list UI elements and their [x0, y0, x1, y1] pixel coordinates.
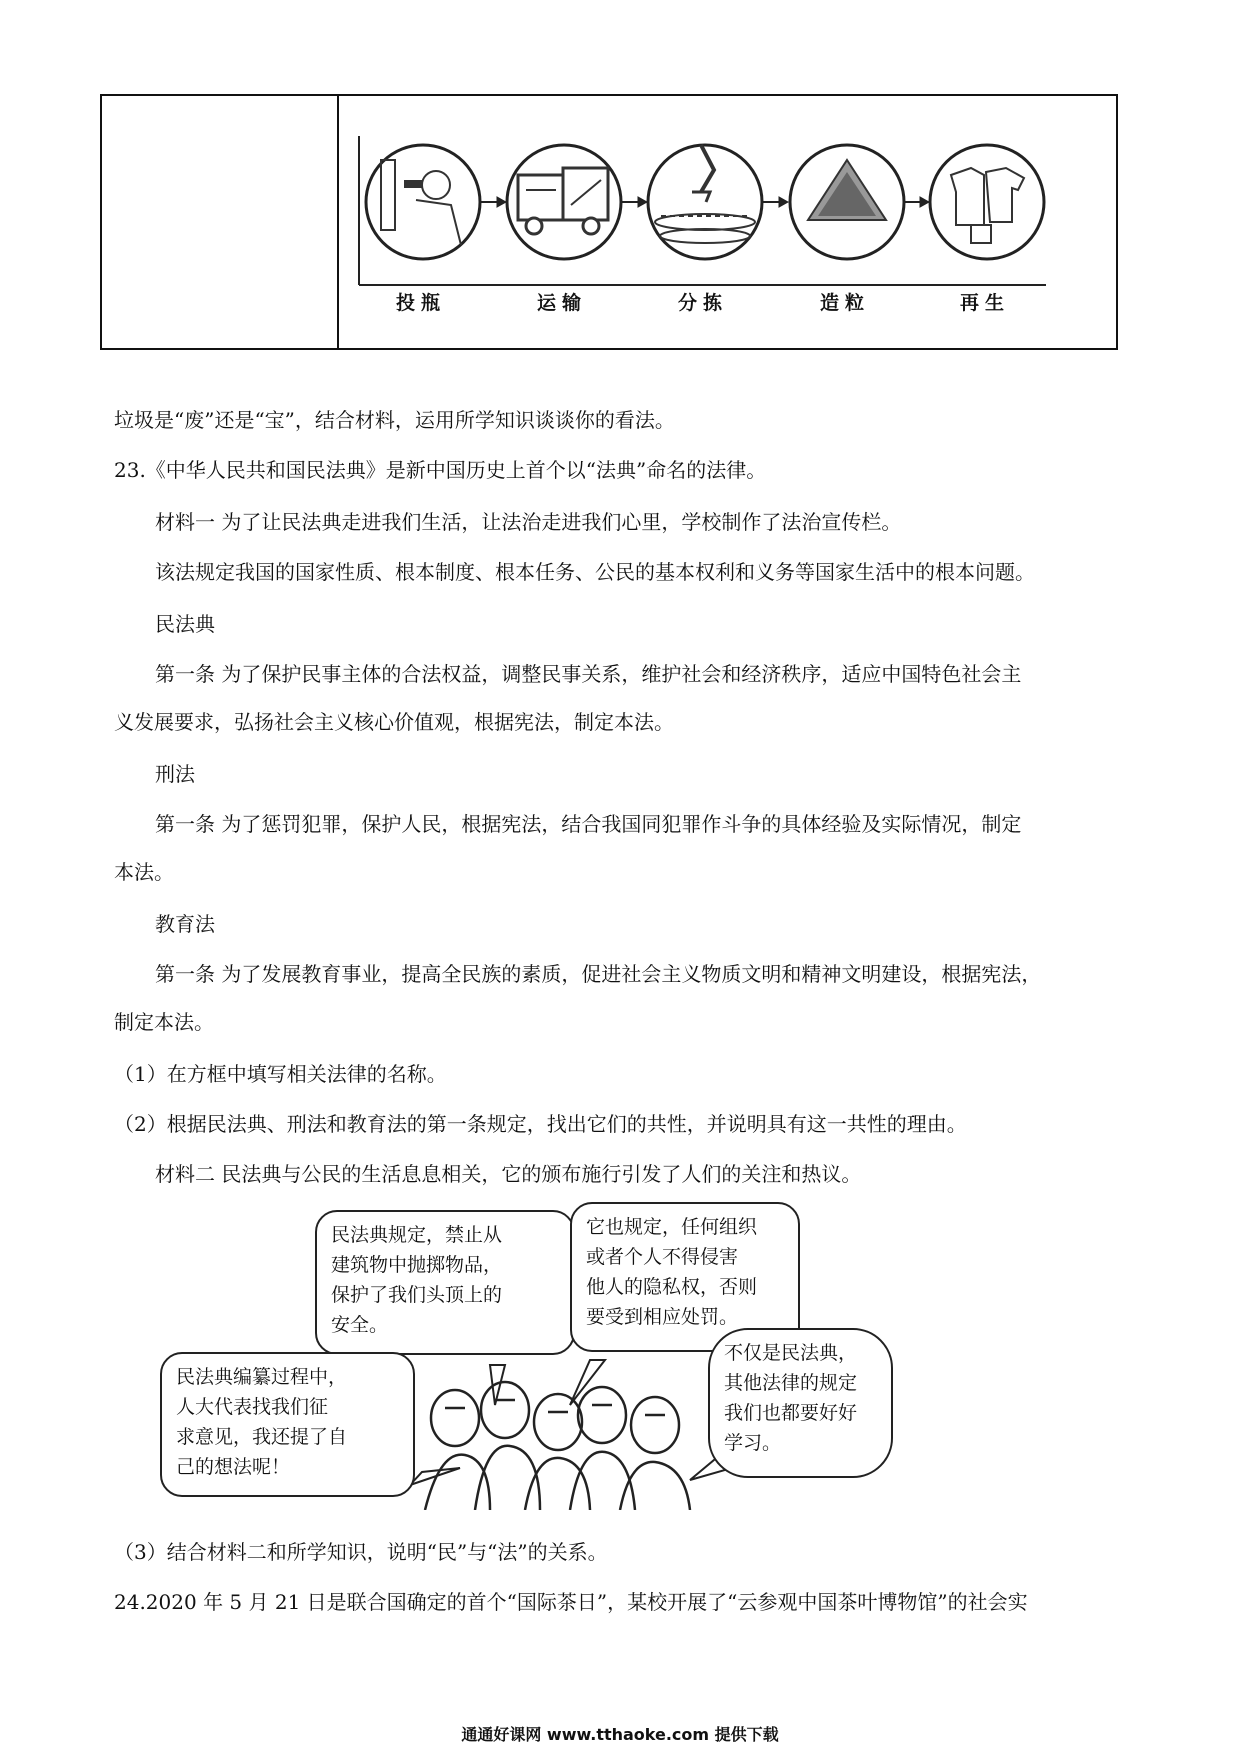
bubble3-line3: 求意见，我还提了自 [176, 1426, 348, 1448]
step-label-3: 分拣 [678, 292, 729, 314]
law2-article-line1: 第一条 为了惩罚犯罪，保护人民，根据宪法，结合我国同犯罪作斗争的具体经验及实际情况，制定 [155, 812, 1022, 836]
cartoon-illustration [160, 1210, 1060, 1520]
bubble2-line1: 它也规定，任何组织 [586, 1216, 758, 1238]
step-circle-2 [507, 145, 621, 259]
law2-name: 刑法 [155, 762, 195, 786]
speech-bubble-4 [708, 1328, 893, 1478]
bubble2-line4: 要受到相应处罚。 [586, 1306, 739, 1328]
bubble4-line3: 我们也都要好好 [724, 1402, 858, 1424]
law1-article-line2: 义发展要求，弘扬社会主义核心价值观，根据宪法，制定本法。 [114, 710, 674, 734]
step-label-1: 投瓶 [396, 292, 447, 314]
q23-sub3: （3）结合材料二和所学知识，说明“民”与“法”的关系。 [114, 1540, 608, 1564]
q23-material1: 材料一 为了让民法典走进我们生活，让法治走进我们心里，学校制作了法治宣传栏。 [155, 510, 902, 534]
speech-bubble-3 [160, 1352, 415, 1497]
q23-sub2: （2）根据民法典、刑法和教育法的第一条规定，找出它们的共性，并说明具有这一共性的理由。 [114, 1112, 967, 1136]
law3-article-line2: 制定本法。 [114, 1010, 214, 1034]
bubble1-line4: 安全。 [331, 1314, 389, 1336]
bubble1-line2: 建筑物中抛掷物品， [331, 1254, 503, 1276]
recycling-flow-diagram [356, 130, 1056, 320]
table-divider [337, 94, 339, 350]
bubble3-line2: 人大代表找我们征 [176, 1396, 329, 1418]
bubble4-line1: 不仅是民法典， [724, 1342, 858, 1364]
q23-intro: 23.《中华人民共和国民法典》是新中国历史上首个以“法典”命名的法律。 [114, 458, 767, 482]
q24-intro: 24.2020 年 5 月 21 日是联合国确定的首个“国际茶日”，某校开展了“云参观中国茶叶博物馆”的社会实 [114, 1590, 1028, 1614]
step-circle-3 [648, 145, 762, 259]
law2-article-line2: 本法。 [114, 860, 174, 884]
step-circle-4 [790, 145, 904, 259]
step-label-4: 造粒 [820, 292, 871, 314]
law1-name: 民法典 [155, 612, 215, 636]
bubble3-line1: 民法典编纂过程中， [176, 1366, 348, 1388]
bubble1-line1: 民法典规定，禁止从 [331, 1224, 503, 1246]
q23-sub1: （1）在方框中填写相关法律的名称。 [114, 1062, 447, 1086]
recycling-flow-svg [356, 130, 1056, 290]
speech-bubble-1 [315, 1210, 575, 1355]
people-group [425, 1382, 690, 1510]
law3-article-line1: 第一条 为了发展教育事业，提高全民族的素质，促进社会主义物质文明和精神文明建设，根据宪法， [155, 962, 1042, 986]
bubble3-line4: 己的想法呢！ [176, 1456, 291, 1478]
step-label-2: 运输 [537, 292, 588, 314]
bubble1-line3: 保护了我们头顶上的 [331, 1284, 503, 1306]
q22-prompt: 垃圾是“废”还是“宝”，结合材料，运用所学知识谈谈你的看法。 [114, 408, 675, 432]
step-label-5: 再生 [960, 292, 1011, 314]
q23-constitution-desc: 该法规定我国的国家性质、根本制度、根本任务、公民的基本权利和义务等国家生活中的根本问题。 [155, 560, 1035, 584]
q23-material2: 材料二 民法典与公民的生活息息相关，它的颁布施行引发了人们的关注和热议。 [155, 1162, 862, 1186]
footer-credit: 通通好课网 www.tthaoke.com 提供下载 [461, 1725, 779, 1744]
step-circle-1 [366, 145, 480, 259]
bubble4-line2: 其他法律的规定 [724, 1372, 858, 1394]
bubble4-line4: 学习。 [724, 1432, 782, 1454]
step-circle-5 [930, 145, 1044, 259]
law1-article-line1: 第一条 为了保护民事主体的合法权益，调整民事关系，维护社会和经济秩序，适应中国特色社会主 [155, 662, 1022, 686]
law3-name: 教育法 [155, 912, 215, 936]
bubble2-line2: 或者个人不得侵害 [586, 1246, 739, 1268]
bubble2-line3: 他人的隐私权，否则 [586, 1276, 758, 1298]
